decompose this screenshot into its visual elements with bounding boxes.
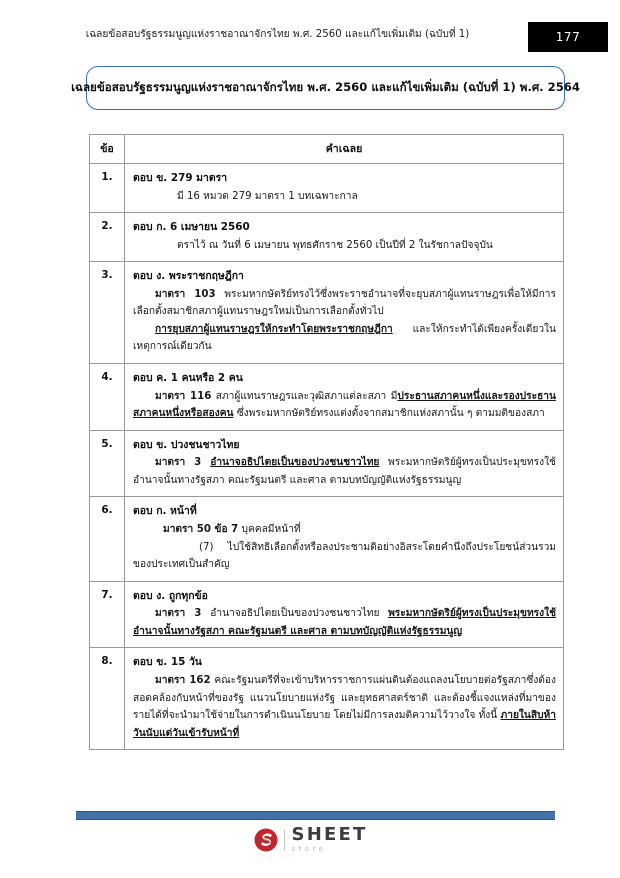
section-reference: มาตรา 116 — [155, 390, 212, 402]
answer-subclause: (7) ไปใช้สิทธิเลือกตั้งหรือลงประชามติอย่างอิสระโดยคำนึงถึงประโยชน์ส่วนรวมของประเทศเป็นสำคัญ — [133, 541, 556, 571]
column-header-answer: คำเฉลย — [125, 135, 564, 164]
section-text: สภาผู้แทนราษฎรและวุฒิสภาแต่ละสภา มี — [211, 390, 398, 402]
footer-divider-rule — [76, 811, 555, 820]
row-answer — [125, 364, 564, 431]
section-text: คณะรัฐมนตรีที่จะเข้าบริหารราชการแผ่นดินต้องแถลงนโยบายต่อรัฐสภาซึ่งต้องสอดคล้องกับหน้าที่ของรัฐ แนวนโยบายแห่งรัฐ และยุทธศาสตร์ชาติ และต้องชี้แจงแหล่งที่มาของรายได้ที่จะนำมาใช้จ่ายในการดำเนินนโยบาย โดยไม่มีการลงมติความไว้วางใจ ทั้งนี้ — [133, 674, 557, 722]
row-answer — [125, 648, 564, 750]
answer-detail — [133, 521, 556, 539]
row-number: 3. — [90, 262, 125, 364]
answer-detail — [133, 454, 556, 489]
row-number: 4. — [90, 364, 125, 431]
logo-separator — [284, 829, 285, 851]
table-header-row — [90, 135, 564, 164]
answer-heading: ตอบ ก. หน้าที่ — [133, 505, 197, 518]
sheet-store-s-emblem-icon — [253, 827, 279, 853]
row-number: 7. — [90, 581, 125, 648]
row-number: 2. — [90, 213, 125, 262]
answer-heading: ตอบ ง. ถูกทุกข้อ — [133, 589, 208, 602]
answer-heading: ตอบ ง. พระราชกฤษฎีกา — [133, 270, 244, 283]
running-header-title: เฉลยข้อสอบรัฐธรรมนูญแห่งราชอาณาจักรไทย พ.ศ. 2560 และแก้ไขเพิ่มเติม (ฉบับที่ 1) — [85, 29, 470, 40]
page-number-badge — [528, 22, 608, 52]
answer-detail — [133, 388, 556, 423]
section-text: พระมหากษัตริย์ทรงไว้ซึ่งพระราชอำนาจที่จะยุบสภาผู้แทนราษฎรเพื่อให้มีการเลือกตั้งสมาชิกสภาผู้แทนราษฎรใหม่เป็นการเลือกตั้งทั่วไป — [133, 288, 556, 318]
column-header-number: ข้อ — [90, 135, 125, 164]
answer-heading: ตอบ ข. ปวงชนชาวไทย — [133, 438, 240, 451]
answer-detail: มี 16 หมวด 279 มาตรา 1 บทเฉพาะกาล — [177, 190, 358, 202]
row-answer — [125, 213, 564, 262]
section-reference: มาตรา 3 — [155, 608, 211, 620]
answer-heading: ตอบ ข. 15 วัน — [133, 656, 202, 669]
row-answer — [125, 430, 564, 497]
answer-detail — [133, 672, 556, 742]
section-reference: มาตรา 50 ข้อ 7 — [163, 523, 239, 535]
section-reference: มาตรา 3 — [155, 457, 211, 469]
table-row — [90, 581, 564, 648]
answer-detail — [133, 605, 556, 640]
emphasised-clause: ประธานสภาคนหนึ่งและรองประธานสภาคนหนึ่งหรือสองคน — [133, 390, 556, 420]
logo-primary-text: SHEET — [291, 824, 368, 845]
section-text: พระมหากษัตริย์ผู้ทรงเป็นประมุขทรงใช้อำนาจนั้นทางรัฐสภา คณะรัฐมนตรี และศาล ตามบทบัญญัติแห่งรัฐธรรมนูญ — [133, 457, 556, 486]
section-text: อำนาจอธิปไตยเป็นของปวงชนชาวไทย — [210, 608, 389, 620]
page-running-header — [0, 26, 620, 50]
answer-detail: ตราไว้ ณ วันที่ 6 เมษายน พุทธศักราช 2560 เป็นปีที่ 2 ในรัชกาลปัจจุบัน — [177, 239, 493, 251]
table-row — [90, 497, 564, 581]
row-number: 6. — [90, 497, 125, 581]
section-reference: มาตรา 162 — [155, 674, 211, 686]
answer-heading: ตอบ ก. 6 เมษายน 2560 — [133, 221, 250, 234]
row-answer — [125, 164, 564, 213]
logo-wordmark — [292, 826, 368, 853]
emphasised-clause: ภายในสิบห้าวันนับแต่วันเข้ารับหน้าที่ — [133, 710, 556, 739]
table-row — [90, 430, 564, 497]
section-text: และให้กระทำได้เพียงครั้งเดียวในเหตุการณ์เดียวกัน — [133, 323, 556, 353]
section-text: ซึ่งพระมหากษัตริย์ทรงแต่งตั้งจากสมาชิกแห่งสภานั้น ๆ ตามมติของสภา — [233, 408, 545, 420]
document-title-text: เฉลยข้อสอบรัฐธรรมนูญแห่งราชอาณาจักรไทย พ.ศ. 2560 และแก้ไขเพิ่มเติม (ฉบับที่ 1) พ.ศ. 2564 — [71, 80, 580, 94]
answer-detail — [133, 321, 556, 356]
answer-heading: ตอบ ข. 279 มาตรา — [133, 172, 228, 184]
row-number: 1. — [90, 164, 125, 213]
table-row — [90, 262, 564, 364]
footer-brand-logo — [0, 826, 620, 853]
answer-heading: ตอบ ค. 1 คนหรือ 2 คน — [133, 372, 243, 385]
logo-secondary-text: store — [291, 845, 327, 853]
table-row — [90, 164, 564, 213]
table-row — [90, 364, 564, 431]
answer-detail — [133, 286, 556, 321]
page-number-text: 177 — [555, 30, 581, 44]
emphasised-clause: อำนาจอธิปไตยเป็นของปวงชนชาวไทย — [210, 457, 380, 469]
emphasised-clause: พระมหากษัตริย์ผู้ทรงเป็นประมุขทรงใช้อำนาจนั้นทางรัฐสภา คณะรัฐมนตรี และศาล ตามบทบัญญัติแห่งรัฐธรรมนูญ — [133, 608, 556, 637]
answer-key-table — [89, 134, 564, 750]
section-text: บุคคลมีหน้าที่ — [238, 523, 301, 535]
emphasised-clause: การยุบสภาผู้แทนราษฎรให้กระทำโดยพระราชกฤษฎีกา — [155, 323, 393, 335]
table-row — [90, 213, 564, 262]
document-title-box — [71, 66, 580, 110]
row-answer — [125, 581, 564, 648]
row-answer — [125, 497, 564, 581]
table-row — [90, 648, 564, 750]
row-number: 8. — [90, 648, 125, 750]
row-answer — [125, 262, 564, 364]
row-number: 5. — [90, 430, 125, 497]
section-reference: มาตรา 103 — [155, 288, 216, 300]
